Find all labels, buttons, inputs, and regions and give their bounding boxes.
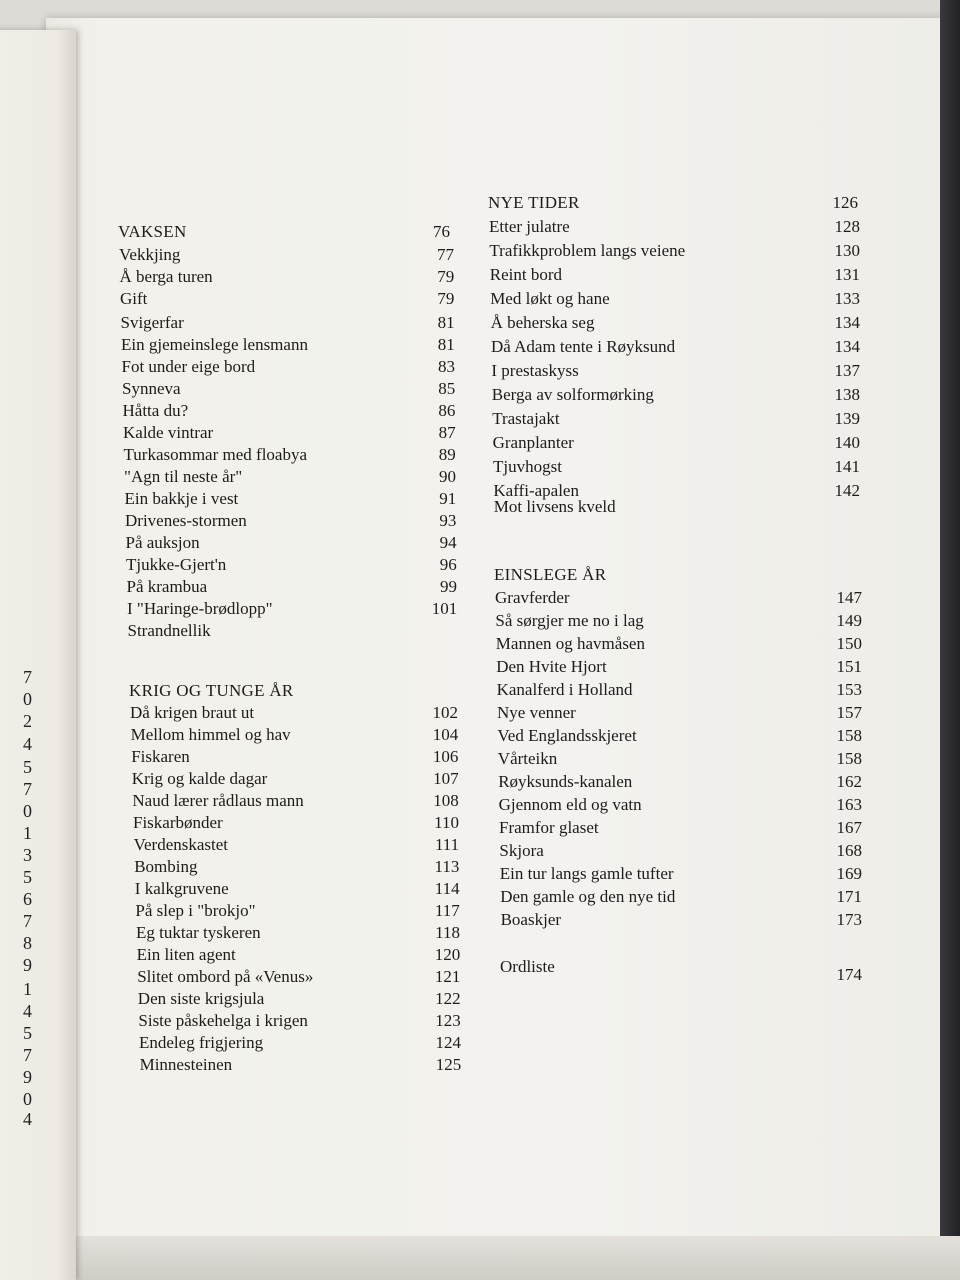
entry-title: Med løkt og hane (490, 289, 610, 308)
page-number: 162 (836, 772, 862, 791)
page-number: 79 (437, 289, 455, 308)
page-number: 94 (439, 533, 457, 552)
table-strip (76, 1236, 960, 1280)
section-heading: VAKSEN (118, 222, 187, 241)
page-number: 81 (437, 313, 455, 332)
entry-title: Minnesteinen (139, 1055, 233, 1074)
entry-title: På auksjon (125, 533, 200, 552)
left-page-number: 7 (23, 779, 32, 799)
entry-title: Røyksunds-kanalen (498, 772, 633, 791)
entry-title: Så sørgjer me no i lag (495, 611, 644, 630)
entry-title: Trafikkproblem langs veiene (489, 241, 686, 260)
page-number: 158 (836, 749, 862, 768)
toc-entry (495, 610, 862, 632)
toc-entry (122, 378, 455, 400)
page-number: 101 (431, 599, 458, 618)
toc-entry (496, 633, 862, 655)
page-number: 163 (836, 795, 862, 814)
toc-entry (501, 909, 862, 931)
left-page-number: 3 (23, 845, 32, 865)
page-number: 77 (437, 245, 454, 264)
page-number: 87 (438, 423, 456, 442)
left-page-number: 0 (23, 689, 32, 709)
section-einslege-heading (494, 564, 862, 586)
book-edge (940, 0, 960, 1280)
toc-entry (125, 510, 456, 532)
trailing-page-number (420, 1058, 462, 1080)
page-number: 139 (834, 409, 860, 428)
page-number: 134 (834, 313, 860, 332)
entry-title: Bombing (134, 857, 198, 876)
entry-title: Fiskarbønder (133, 813, 223, 832)
page-number: 173 (836, 910, 862, 929)
entry-title: Reint bord (489, 265, 563, 284)
entry-title: Då Adam tente i Røyksund (491, 337, 676, 356)
left-page-number: 2 (23, 711, 32, 731)
toc-entry (491, 312, 860, 334)
entry-title: Gift (120, 289, 148, 308)
page-number: 168 (836, 841, 862, 860)
entry-title: Framfor glaset (499, 818, 599, 837)
toc-entry (135, 900, 459, 922)
page-number: 151 (836, 657, 862, 676)
toc-entry (133, 812, 459, 834)
toc-entry (493, 456, 860, 478)
section-krig-heading (129, 680, 460, 702)
left-page-number: 1 (23, 979, 32, 999)
left-page-number: 0 (23, 1089, 32, 1109)
entry-title: Trastajakt (492, 409, 560, 428)
page-number: 140 (834, 433, 860, 452)
entry-title: Å berga turen (119, 267, 213, 286)
page-number: 90 (439, 467, 456, 486)
toc-entry (490, 288, 860, 310)
toc-entry (139, 1032, 461, 1054)
entry-title: Håtta du? (122, 401, 189, 420)
entry-title: Ein tur langs gamle tufter (499, 864, 674, 883)
toc-entry (119, 244, 454, 266)
page-number: 141 (834, 457, 860, 476)
toc-entry (136, 922, 460, 944)
toc-entry (497, 679, 862, 701)
ordliste-entry (500, 956, 862, 984)
entry-title: Gjennom eld og vatn (498, 795, 642, 814)
page-number: 106 (432, 747, 459, 766)
entry-title: "Agn til neste år" (124, 467, 243, 486)
page-number: 91 (439, 489, 457, 508)
page-number: 89 (438, 445, 456, 464)
entry-title: Vekkjing (119, 245, 181, 264)
page-number: 113 (434, 857, 460, 876)
page-number: 83 (438, 357, 455, 376)
toc-entry (132, 768, 459, 790)
toc-entry (127, 576, 458, 598)
section-heading: KRIG OG TUNGE ÅR (129, 681, 294, 700)
left-page (0, 30, 76, 1280)
entry-title: Mellom himmel og hav (130, 725, 291, 744)
page-number: 174 (836, 965, 862, 984)
page-number: 133 (834, 289, 860, 308)
page-number: 79 (437, 267, 455, 286)
toc-entry (497, 702, 862, 724)
toc-entry (138, 988, 461, 1010)
toc-entry (498, 748, 862, 770)
entry-title: Skjora (499, 841, 544, 860)
page-number: 107 (433, 769, 459, 788)
toc-entry (492, 384, 860, 406)
entry-title: Ordliste (500, 957, 555, 976)
entry-title: Turkasommar med floabya (123, 445, 308, 464)
left-page-number: 1 (23, 823, 32, 843)
page-number: 122 (435, 989, 461, 1008)
entry-title: Eg tuktar tyskeren (136, 923, 261, 942)
left-page-number: 7 (23, 667, 32, 687)
page-number: 110 (434, 813, 459, 832)
toc-entry (138, 1010, 460, 1032)
entry-title: Verdenskastet (133, 835, 229, 854)
left-page-number: 0 (23, 801, 32, 821)
page-number: 76 (433, 222, 450, 241)
entry-title: I "Haringe-brødlopp" (127, 599, 273, 618)
toc-entry (500, 863, 862, 885)
page-number: 149 (836, 611, 862, 630)
page-number: 142 (834, 481, 860, 500)
page-number: 150 (836, 634, 862, 653)
page-number: 111 (434, 835, 460, 854)
toc-entry (140, 1054, 462, 1076)
entry-title: Tjukke-Gjert'n (126, 555, 227, 574)
toc-entry (122, 356, 456, 378)
page-number: 138 (834, 385, 860, 404)
page-number: 86 (438, 401, 456, 420)
toc-entry (131, 746, 458, 768)
toc-entry (495, 587, 862, 609)
toc-entry (489, 216, 860, 238)
entry-title: Den gamle og den nye tid (500, 887, 676, 906)
entry-title: Kanalferd i Holland (496, 680, 633, 699)
toc-entry (499, 817, 862, 839)
page-number: 130 (834, 241, 860, 260)
toc-entry (124, 444, 456, 466)
entry-title: Den Hvite Hjort (496, 657, 607, 676)
page-number: 108 (433, 791, 459, 810)
toc-entry (490, 264, 860, 286)
entry-title: Fiskaren (131, 747, 190, 766)
entry-title: Ein gjemeinslege lensmann (121, 335, 308, 354)
entry-title: Ein liten agent (136, 945, 236, 964)
toc-entry (491, 336, 860, 358)
left-page-number: 9 (23, 955, 32, 975)
entry-title: Den siste krigsjula (137, 989, 265, 1008)
page-number: 96 (439, 555, 457, 574)
toc-entry (130, 702, 458, 724)
entry-title: Fot under eige bord (121, 357, 256, 376)
toc-entry (128, 620, 458, 642)
entry-title: Endeleg frigjering (139, 1033, 264, 1052)
entry-title: Nye venner (497, 703, 576, 722)
entry-title: I kalkgruvene (134, 879, 229, 898)
entry-title: Strandnellik (127, 621, 211, 640)
page-number: 124 (435, 1033, 461, 1052)
toc-entry (499, 794, 862, 816)
entry-title: Svigerfar (120, 313, 184, 332)
entry-title: Ved Englandsskjeret (497, 726, 637, 745)
left-page-number: 7 (23, 1045, 32, 1065)
entry-title: Ein bakkje i vest (124, 489, 239, 508)
toc-entry (489, 240, 860, 262)
entry-title: På krambua (126, 577, 208, 596)
section-vaksen-heading (118, 221, 450, 243)
left-page-number: 9 (23, 1067, 32, 1087)
toc-entry (499, 840, 862, 862)
page-number: 137 (834, 361, 860, 380)
section-heading: EINSLEGE ÅR (494, 565, 607, 584)
entry-title: Vårteikn (497, 749, 558, 768)
toc-entry (123, 422, 456, 444)
page-number: 118 (435, 923, 460, 942)
page-number: 147 (836, 588, 862, 607)
section-heading: NYE TIDER (488, 193, 580, 212)
page-number: 128 (834, 217, 860, 236)
page-number: 125 (435, 1055, 462, 1074)
entry-title: Naud lærer rådlaus mann (132, 791, 304, 810)
entry-title: På slep i "brokjo" (135, 901, 256, 920)
left-page-number: 7 (23, 911, 32, 931)
toc-entry (497, 725, 862, 747)
page-number: 85 (438, 379, 456, 398)
toc-entry (135, 878, 460, 900)
toc-entry (125, 488, 457, 510)
toc-entry (137, 966, 460, 988)
page-number: 126 (832, 193, 858, 212)
toc-entry (134, 834, 460, 856)
page-number: 120 (434, 945, 461, 964)
toc-entry (493, 432, 860, 454)
toc-entry (131, 724, 459, 746)
page-number: 167 (836, 818, 862, 837)
page-number: 131 (834, 265, 860, 284)
entry-title: Gravferder (495, 588, 570, 607)
toc-entry (127, 598, 457, 620)
toc-entry (491, 360, 860, 382)
toc-entry (124, 466, 456, 488)
page-number: 121 (434, 967, 461, 986)
page-number: 158 (836, 726, 862, 745)
entry-title: Krig og kalde dagar (131, 769, 268, 788)
toc-entry (492, 408, 860, 430)
entry-title: I prestaskyss (491, 361, 579, 380)
entry-title: Kaffi-apalen (493, 481, 579, 500)
toc-entry (500, 886, 862, 908)
left-page-number: 4 (23, 1001, 32, 1021)
section-nye-tider-heading (488, 192, 858, 214)
entry-title: Mot livsens kveld (493, 497, 616, 516)
page-number: 134 (834, 337, 860, 356)
toc-entry (137, 944, 461, 966)
toc-entry (126, 532, 457, 554)
page-number: 114 (434, 879, 460, 898)
left-page-number: 5 (23, 867, 32, 887)
toc-entry (121, 334, 455, 356)
entry-title: Kalde vintrar (123, 423, 214, 442)
left-page-number: 4 (23, 1109, 32, 1129)
toc-entry (121, 312, 455, 334)
entry-title: Tjuvhogst (493, 457, 562, 476)
toc-entry (498, 771, 862, 793)
entry-title: Granplanter (492, 433, 574, 452)
entry-title: Mannen og havmåsen (495, 634, 645, 653)
page-number: 117 (434, 901, 460, 920)
entry-title: Slitet ombord på «Venus» (137, 967, 314, 986)
page-number: 93 (439, 511, 457, 530)
page-number: 123 (435, 1011, 461, 1030)
toc-entry (120, 288, 454, 310)
page-number: 157 (836, 703, 862, 722)
page-number: 153 (836, 680, 862, 699)
toc-entry (134, 856, 459, 878)
entry-title: Drivenes-stormen (125, 511, 247, 530)
entry-title: Berga av solformørking (491, 385, 654, 404)
page-number: 169 (836, 864, 862, 883)
left-page-number: 6 (23, 889, 32, 909)
page-number: 104 (432, 725, 459, 744)
entry-title: Siste påskehelga i krigen (138, 1011, 308, 1030)
entry-title: Boaskjer (500, 910, 562, 929)
toc-entry (120, 266, 455, 288)
toc-entry (132, 790, 458, 812)
left-page-number: 4 (23, 734, 32, 754)
page-number: 102 (432, 703, 458, 722)
toc-entry (496, 656, 862, 678)
left-page-number: 5 (23, 1023, 32, 1043)
entry-title: Å beherska seg (490, 313, 595, 332)
page-number: 99 (440, 577, 457, 596)
toc-entry (494, 496, 860, 518)
page-number: 171 (836, 887, 862, 906)
toc-entry (123, 400, 456, 422)
left-page-number: 5 (23, 757, 32, 777)
toc-entry (126, 554, 457, 576)
left-page-number: 8 (23, 933, 32, 953)
entry-title: Synneva (122, 379, 181, 398)
entry-title: Etter julatre (489, 217, 570, 236)
page-number: 81 (437, 335, 455, 354)
entry-title: Då krigen braut ut (130, 703, 255, 722)
